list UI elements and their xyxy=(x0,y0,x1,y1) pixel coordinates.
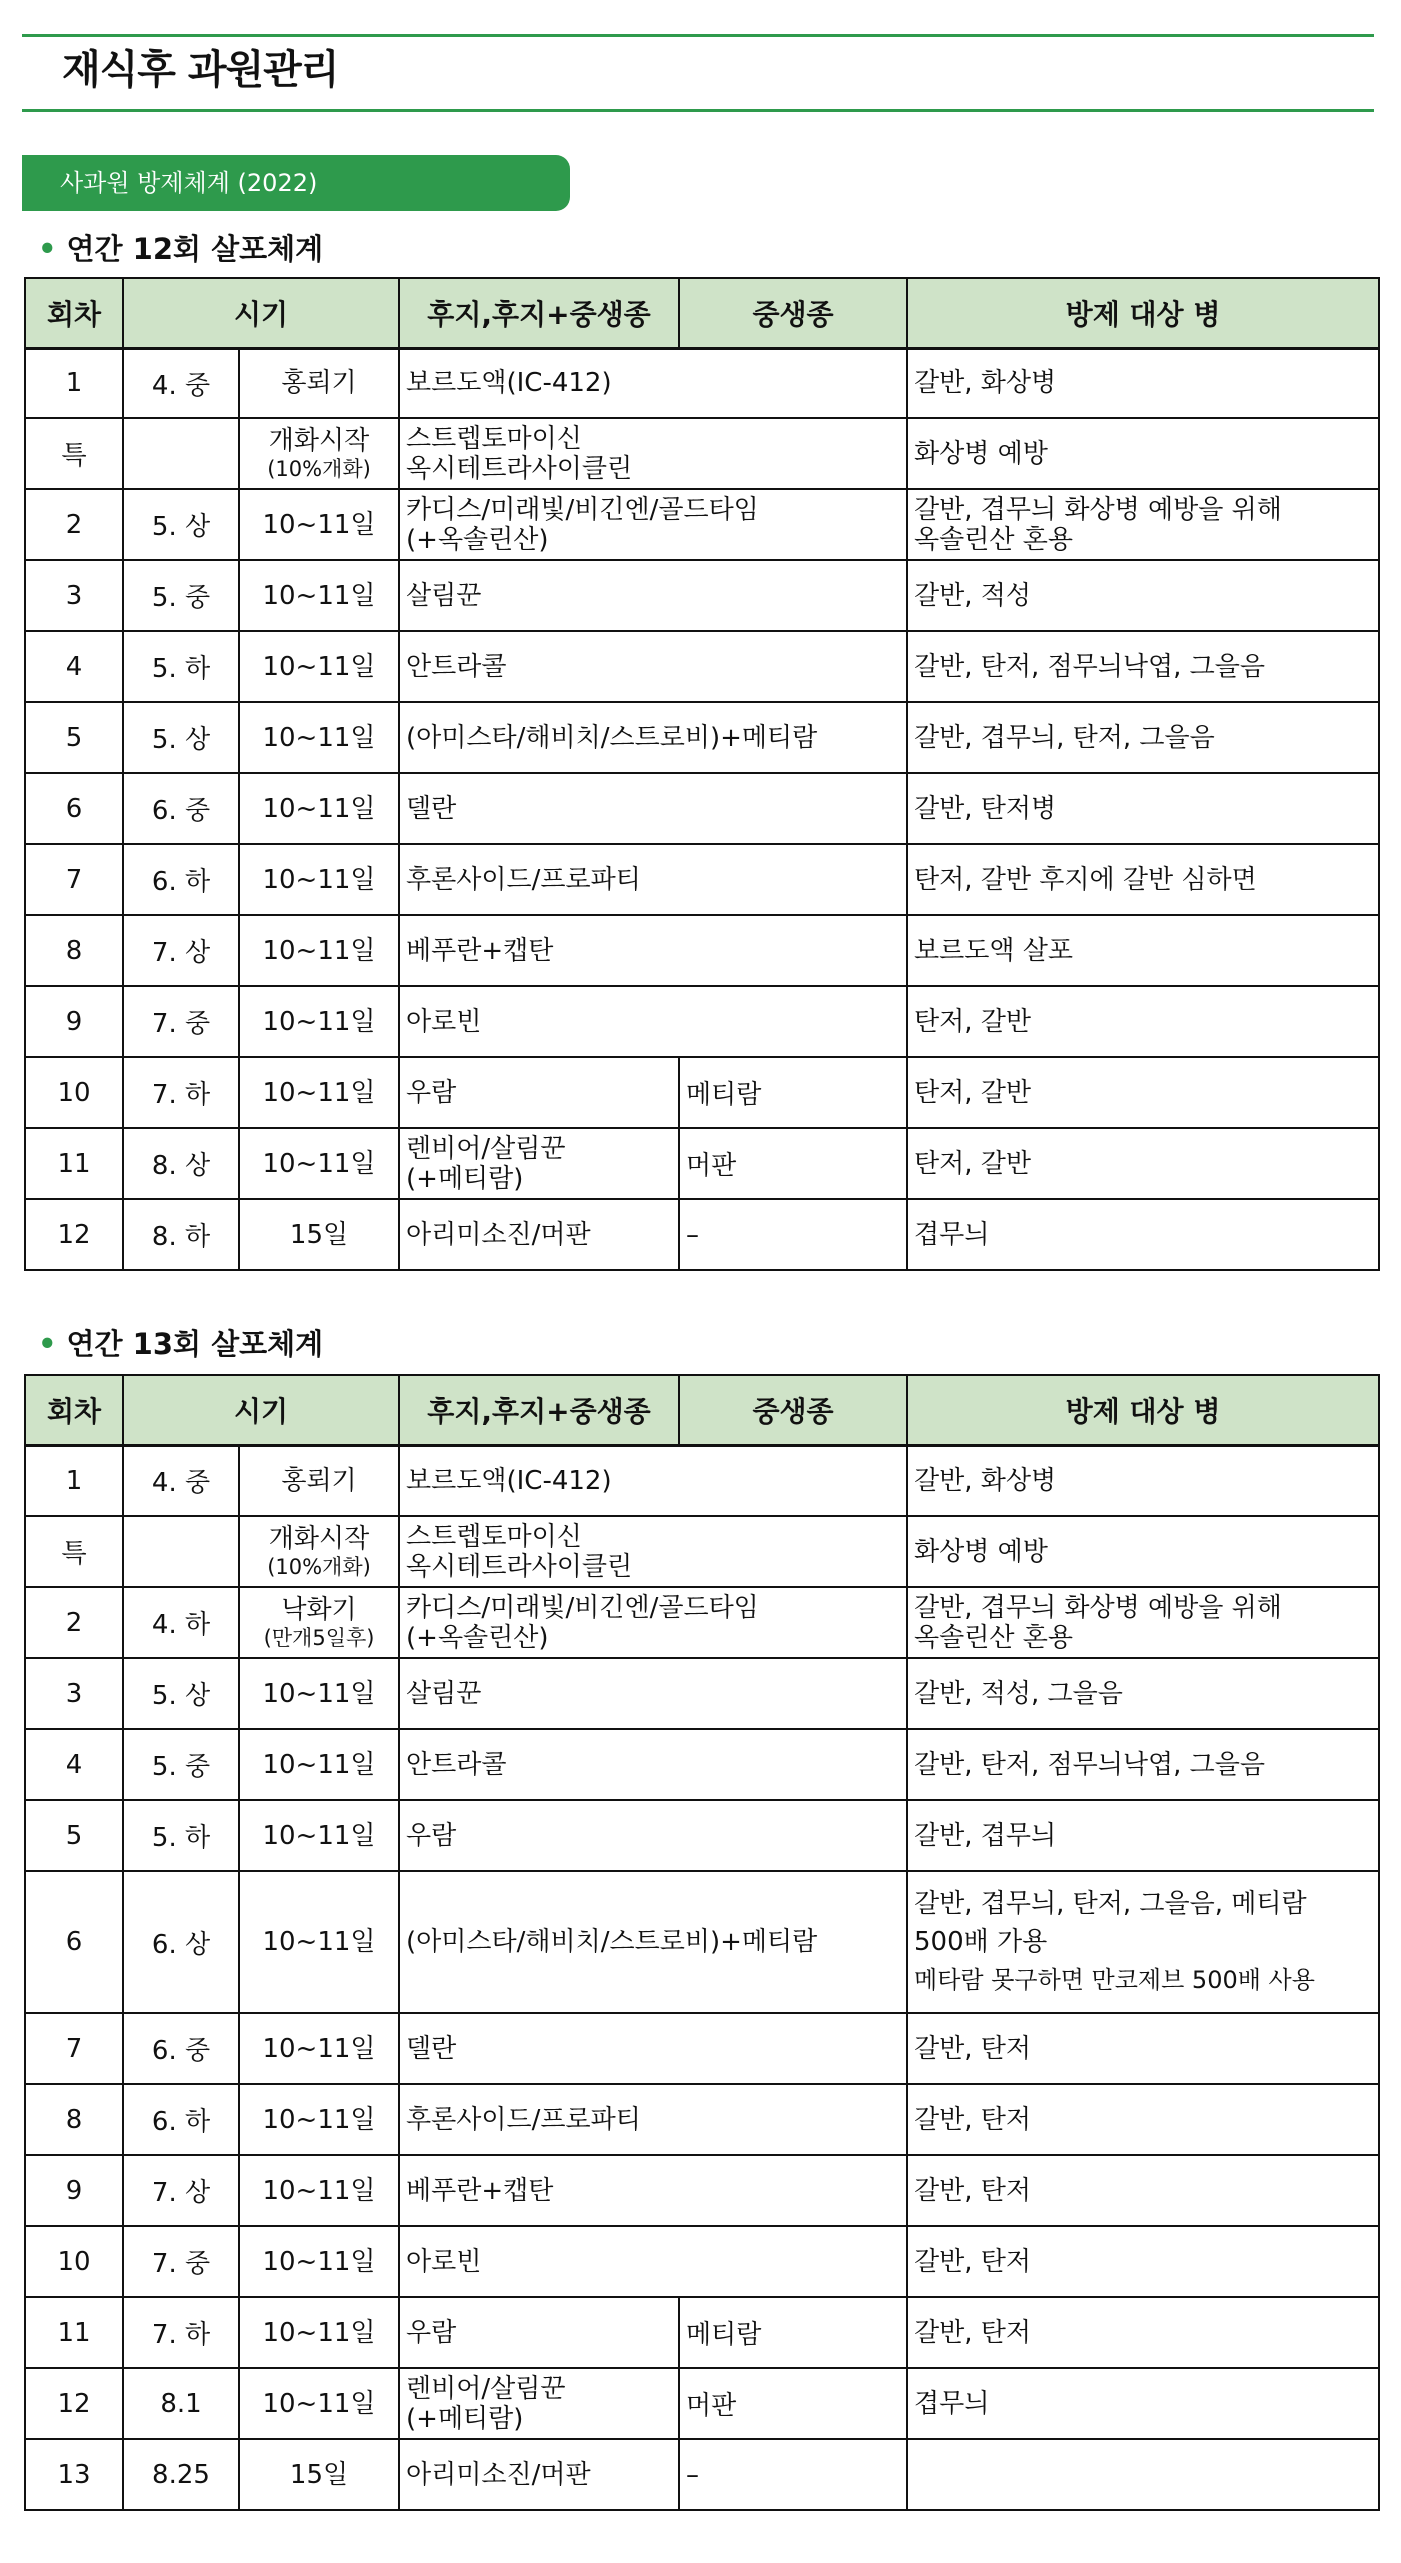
table-row xyxy=(25,2368,1379,2439)
timing-text: 10~11일 xyxy=(262,1148,376,1179)
round-cell: 1 xyxy=(25,1445,123,1516)
timing-text: 10~11일 xyxy=(262,651,376,682)
target-cell xyxy=(907,2155,1379,2226)
agent-text: 보르도액(IC-412) xyxy=(406,368,612,399)
month-cell: 5. 하 xyxy=(123,631,239,702)
round-cell: 7 xyxy=(25,844,123,915)
header-target: 방제 대상 병 xyxy=(907,1375,1379,1445)
agent-cell xyxy=(399,2155,907,2226)
target-cell xyxy=(907,773,1379,844)
target-text-line2: 500배 가용 xyxy=(914,1927,1048,1957)
timing-cell xyxy=(239,2368,399,2439)
round-cell: 11 xyxy=(25,2297,123,2368)
target-cell xyxy=(907,2226,1379,2297)
target-text: 갈반, 겹무늬, 탄저, 그을음, 메티람 xyxy=(914,1889,1307,1919)
round-cell: 4 xyxy=(25,1729,123,1800)
agent-cell xyxy=(399,986,907,1057)
agent-text: 살림꾼 xyxy=(406,1678,482,1709)
timing-cell xyxy=(239,1199,399,1270)
agent-cell xyxy=(399,2439,679,2510)
table-row xyxy=(25,1729,1379,1800)
table-row xyxy=(25,844,1379,915)
mid-variety-cell: – xyxy=(679,1199,907,1270)
timing-text: 10~11일 xyxy=(262,2175,376,2206)
month-cell: 6. 중 xyxy=(123,773,239,844)
agent-text: 스트렙토마이신 xyxy=(406,423,582,454)
timing-text: 10~11일 xyxy=(262,580,376,611)
month-cell: 8. 하 xyxy=(123,1199,239,1270)
target-text: 겹무늬 xyxy=(914,1219,990,1250)
agent-text: 아로빈 xyxy=(406,2246,482,2277)
agent-text: 렌비어/살림꾼 xyxy=(406,1133,566,1164)
timing-text: 10~11일 xyxy=(262,2388,376,2419)
timing-cell xyxy=(239,2013,399,2084)
target-cell xyxy=(907,1587,1379,1658)
target-text: 갈반, 탄저 xyxy=(914,2246,1032,2277)
target-cell xyxy=(907,702,1379,773)
header-mid-variety: 중생종 xyxy=(679,1375,907,1445)
target-cell xyxy=(907,1871,1379,2013)
month-cell: 4. 하 xyxy=(123,1587,239,1658)
timing-cell xyxy=(239,631,399,702)
table-row xyxy=(25,1658,1379,1729)
month-cell: 6. 상 xyxy=(123,1871,239,2013)
timing-cell xyxy=(239,489,399,560)
agent-cell xyxy=(399,1658,907,1729)
timing-cell xyxy=(239,1658,399,1729)
target-text: 탄저, 갈반 xyxy=(914,1148,1032,1179)
table-row xyxy=(25,1516,1379,1587)
table-row xyxy=(25,2226,1379,2297)
target-text-line2: 옥솔린산 혼용 xyxy=(914,1622,1073,1653)
agent-cell xyxy=(399,1871,907,2013)
header-mid-variety: 중생종 xyxy=(679,278,907,348)
target-text: 탄저, 갈반 후지에 갈반 심하면 xyxy=(914,864,1257,895)
agent-text: 아리미소진/머판 xyxy=(406,1219,591,1250)
timing-text: 15일 xyxy=(289,2459,349,2490)
target-cell xyxy=(907,844,1379,915)
target-text-line2: 옥솔린산 혼용 xyxy=(914,524,1073,555)
table-header-row xyxy=(25,1375,1379,1445)
agent-text: 우람 xyxy=(406,1077,457,1108)
target-cell xyxy=(907,631,1379,702)
timing-text: 10~11일 xyxy=(262,1927,376,1957)
timing-subtext: (10%개화) xyxy=(267,1554,371,1579)
table-row xyxy=(25,418,1379,489)
timing-text: 10~11일 xyxy=(262,2246,376,2277)
target-text: 갈반, 탄저 xyxy=(914,2317,1032,2348)
target-text: 갈반, 탄저병 xyxy=(914,793,1057,824)
timing-cell xyxy=(239,2155,399,2226)
target-cell xyxy=(907,1516,1379,1587)
table-row xyxy=(25,2155,1379,2226)
target-text: 갈반, 탄저 xyxy=(914,2104,1032,2135)
agent-text-line2: (+메티람) xyxy=(406,2403,524,2434)
round-cell: 9 xyxy=(25,986,123,1057)
round-cell: 특 xyxy=(25,1516,123,1587)
agent-text: (아미스타/해비치/스트로비)+메티람 xyxy=(406,1927,818,1957)
target-text: 갈반, 겹무늬 xyxy=(914,1820,1057,1851)
target-text: 탄저, 갈반 xyxy=(914,1006,1032,1037)
round-cell: 5 xyxy=(25,1800,123,1871)
timing-text: 10~11일 xyxy=(262,864,376,895)
agent-cell xyxy=(399,1516,907,1587)
month-cell: 6. 하 xyxy=(123,844,239,915)
month-cell: 8. 상 xyxy=(123,1128,239,1199)
month-cell: 7. 중 xyxy=(123,2226,239,2297)
agent-cell xyxy=(399,2084,907,2155)
table-row xyxy=(25,1445,1379,1516)
timing-text: 10~11일 xyxy=(262,2317,376,2348)
timing-cell xyxy=(239,1729,399,1800)
target-text: 갈반, 겹무늬, 탄저, 그을음 xyxy=(914,722,1215,753)
target-text: 갈반, 적성, 그을음 xyxy=(914,1678,1123,1709)
agent-cell xyxy=(399,1587,907,1658)
target-text: 갈반, 겹무늬 화상병 예방을 위해 xyxy=(914,1592,1282,1623)
timing-text: 개화시작 xyxy=(268,1523,370,1554)
timing-subtext: (만개5일후) xyxy=(263,1625,375,1650)
header-agent: 후지,후지+중생종 xyxy=(399,278,679,348)
timing-cell xyxy=(239,348,399,418)
agent-cell xyxy=(399,418,907,489)
table-row xyxy=(25,1199,1379,1270)
target-cell xyxy=(907,1128,1379,1199)
timing-text: 홍뢰기 xyxy=(281,1465,357,1496)
month-cell: 5. 중 xyxy=(123,1729,239,1800)
timing-cell xyxy=(239,702,399,773)
agent-cell xyxy=(399,2297,679,2368)
timing-cell xyxy=(239,560,399,631)
target-cell xyxy=(907,2297,1379,2368)
month-cell: 7. 하 xyxy=(123,1057,239,1128)
timing-cell xyxy=(239,2084,399,2155)
round-cell: 7 xyxy=(25,2013,123,2084)
agent-text: 아리미소진/머판 xyxy=(406,2459,591,2490)
target-cell xyxy=(907,915,1379,986)
target-text: 갈반, 화상병 xyxy=(914,1465,1057,1496)
table-row xyxy=(25,2084,1379,2155)
timing-cell xyxy=(239,1445,399,1516)
table-row xyxy=(25,1871,1379,2013)
target-text: 갈반, 탄저, 점무늬낙엽, 그을음 xyxy=(914,651,1265,682)
agent-cell xyxy=(399,560,907,631)
section-pill: 사과원 방제체계 (2022) xyxy=(22,155,570,211)
target-cell xyxy=(907,1729,1379,1800)
round-cell: 4 xyxy=(25,631,123,702)
table-row xyxy=(25,1057,1379,1128)
spray-table-12 xyxy=(24,277,1380,1271)
target-text: 갈반, 탄저, 점무늬낙엽, 그을음 xyxy=(914,1749,1265,1780)
header-round: 회차 xyxy=(25,1375,123,1445)
round-cell: 특 xyxy=(25,418,123,489)
agent-text: 베푸란+캡탄 xyxy=(406,2175,554,2206)
target-text: 갈반, 겹무늬 화상병 예방을 위해 xyxy=(914,494,1282,525)
agent-text-line2: (+옥솔린산) xyxy=(406,1622,549,1653)
target-cell xyxy=(907,2084,1379,2155)
timing-text: 개화시작 xyxy=(268,425,370,456)
timing-cell xyxy=(239,2297,399,2368)
mid-variety-cell: 메티람 xyxy=(679,2297,907,2368)
agent-text: 안트라콜 xyxy=(406,651,507,682)
month-cell: 7. 상 xyxy=(123,2155,239,2226)
month-cell: 5. 하 xyxy=(123,1800,239,1871)
target-cell xyxy=(907,2368,1379,2439)
timing-cell xyxy=(239,844,399,915)
round-cell: 13 xyxy=(25,2439,123,2510)
agent-text: 후론사이드/프로파티 xyxy=(406,2104,641,2135)
round-cell: 5 xyxy=(25,702,123,773)
timing-cell xyxy=(239,1587,399,1658)
agent-cell xyxy=(399,1199,679,1270)
table12-title-text: 연간 12회 살포체계 xyxy=(66,232,324,266)
timing-cell xyxy=(239,915,399,986)
agent-text: 우람 xyxy=(406,2317,457,2348)
table13-title xyxy=(38,1322,323,1363)
timing-cell xyxy=(239,1871,399,2013)
month-cell: 7. 하 xyxy=(123,2297,239,2368)
timing-text: 홍뢰기 xyxy=(281,368,357,399)
month-cell: 4. 중 xyxy=(123,1445,239,1516)
agent-cell xyxy=(399,348,907,418)
table-row xyxy=(25,1800,1379,1871)
timing-text: 15일 xyxy=(289,1219,349,1250)
table-row xyxy=(25,915,1379,986)
table-header-row xyxy=(25,278,1379,348)
header-target: 방제 대상 병 xyxy=(907,278,1379,348)
timing-cell xyxy=(239,2439,399,2510)
month-cell: 5. 상 xyxy=(123,1658,239,1729)
agent-text: 안트라콜 xyxy=(406,1749,507,1780)
month-cell: 5. 중 xyxy=(123,560,239,631)
agent-cell xyxy=(399,1057,679,1128)
agent-text-line2: 옥시테트라사이클린 xyxy=(406,453,633,484)
spray-table-13 xyxy=(24,1374,1380,2511)
agent-text: 보르도액(IC-412) xyxy=(406,1465,612,1496)
target-text: 탄저, 갈반 xyxy=(914,1077,1032,1108)
target-cell xyxy=(907,348,1379,418)
timing-cell xyxy=(239,1128,399,1199)
table-row xyxy=(25,2297,1379,2368)
month-cell: 7. 상 xyxy=(123,915,239,986)
agent-cell xyxy=(399,773,907,844)
round-cell: 2 xyxy=(25,489,123,560)
round-cell: 2 xyxy=(25,1587,123,1658)
agent-cell xyxy=(399,2226,907,2297)
agent-cell xyxy=(399,489,907,560)
header-period: 시기 xyxy=(123,1375,399,1445)
timing-cell xyxy=(239,986,399,1057)
month-cell: 5. 상 xyxy=(123,489,239,560)
table-row xyxy=(25,2439,1379,2510)
timing-text: 10~11일 xyxy=(262,722,376,753)
header-period: 시기 xyxy=(123,278,399,348)
target-cell xyxy=(907,1199,1379,1270)
timing-subtext: (10%개화) xyxy=(267,456,371,481)
mid-variety-cell: 메티람 xyxy=(679,1057,907,1128)
target-cell xyxy=(907,560,1379,631)
target-text: 갈반, 적성 xyxy=(914,580,1032,611)
round-cell: 8 xyxy=(25,2084,123,2155)
timing-cell xyxy=(239,1516,399,1587)
mid-variety-cell: 머판 xyxy=(679,1128,907,1199)
month-cell: 8.25 xyxy=(123,2439,239,2510)
timing-cell xyxy=(239,1057,399,1128)
round-cell: 10 xyxy=(25,2226,123,2297)
round-cell: 1 xyxy=(25,348,123,418)
agent-text: 아로빈 xyxy=(406,1006,482,1037)
agent-cell xyxy=(399,631,907,702)
agent-cell xyxy=(399,915,907,986)
agent-text-line2: (+옥솔린산) xyxy=(406,524,549,555)
table-row xyxy=(25,489,1379,560)
target-text: 화상병 예방 xyxy=(914,438,1048,469)
timing-text: 10~11일 xyxy=(262,509,376,540)
agent-cell xyxy=(399,2013,907,2084)
table-row xyxy=(25,2013,1379,2084)
table-row xyxy=(25,631,1379,702)
round-cell: 10 xyxy=(25,1057,123,1128)
agent-text: 카디스/미래빛/비긴엔/골드타임 xyxy=(406,494,759,525)
timing-cell xyxy=(239,773,399,844)
agent-text: 후론사이드/프로파티 xyxy=(406,864,641,895)
table-row xyxy=(25,986,1379,1057)
month-cell: 6. 하 xyxy=(123,2084,239,2155)
month-cell: 7. 중 xyxy=(123,986,239,1057)
round-cell: 11 xyxy=(25,1128,123,1199)
target-cell xyxy=(907,2013,1379,2084)
header-round: 회차 xyxy=(25,278,123,348)
table-row xyxy=(25,560,1379,631)
timing-cell xyxy=(239,418,399,489)
target-text: 화상병 예방 xyxy=(914,1536,1048,1567)
agent-cell xyxy=(399,1729,907,1800)
agent-text: 살림꾼 xyxy=(406,580,482,611)
mid-variety-cell: 머판 xyxy=(679,2368,907,2439)
header-agent: 후지,후지+중생종 xyxy=(399,1375,679,1445)
target-cell xyxy=(907,489,1379,560)
title-rule xyxy=(22,109,1374,112)
timing-text: 10~11일 xyxy=(262,1749,376,1780)
target-cell xyxy=(907,986,1379,1057)
agent-text: 베푸란+캡탄 xyxy=(406,935,554,966)
round-cell: 9 xyxy=(25,2155,123,2226)
target-text: 갈반, 탄저 xyxy=(914,2175,1032,2206)
timing-text: 10~11일 xyxy=(262,1678,376,1709)
agent-cell xyxy=(399,2368,679,2439)
timing-text: 10~11일 xyxy=(262,2104,376,2135)
timing-cell xyxy=(239,1800,399,1871)
agent-cell xyxy=(399,702,907,773)
round-cell: 6 xyxy=(25,773,123,844)
target-cell xyxy=(907,1800,1379,1871)
mid-variety-cell: – xyxy=(679,2439,907,2510)
month-cell xyxy=(123,418,239,489)
month-cell: 8.1 xyxy=(123,2368,239,2439)
agent-text: 카디스/미래빛/비긴엔/골드타임 xyxy=(406,1592,759,1623)
table13-title-text: 연간 13회 살포체계 xyxy=(66,1327,324,1361)
table-row xyxy=(25,1587,1379,1658)
target-text: 갈반, 화상병 xyxy=(914,368,1057,399)
agent-text: 스트렙토마이신 xyxy=(406,1521,582,1552)
agent-cell xyxy=(399,1445,907,1516)
timing-text: 10~11일 xyxy=(262,793,376,824)
round-cell: 12 xyxy=(25,2368,123,2439)
top-rule xyxy=(22,34,1374,37)
timing-text: 10~11일 xyxy=(262,1006,376,1037)
timing-text: 10~11일 xyxy=(262,935,376,966)
table-row xyxy=(25,348,1379,418)
round-cell: 6 xyxy=(25,1871,123,2013)
target-text: 보르도액 살포 xyxy=(914,935,1073,966)
timing-text: 10~11일 xyxy=(262,2033,376,2064)
target-cell xyxy=(907,2439,1379,2510)
agent-cell xyxy=(399,844,907,915)
month-cell: 4. 중 xyxy=(123,348,239,418)
table-row xyxy=(25,702,1379,773)
agent-text-line2: (+메티람) xyxy=(406,1163,524,1194)
table12-title xyxy=(38,227,323,268)
timing-cell xyxy=(239,2226,399,2297)
agent-text: (아미스타/해비치/스트로비)+메티람 xyxy=(406,722,818,753)
target-text: 갈반, 탄저 xyxy=(914,2033,1032,2064)
agent-text: 우람 xyxy=(406,1820,457,1851)
round-cell: 12 xyxy=(25,1199,123,1270)
agent-cell xyxy=(399,1128,679,1199)
page-title: 재식후 과원관리 xyxy=(62,47,339,93)
month-cell: 5. 상 xyxy=(123,702,239,773)
table-row xyxy=(25,1128,1379,1199)
bullet-icon: • xyxy=(38,1327,57,1361)
target-cell xyxy=(907,418,1379,489)
round-cell: 3 xyxy=(25,560,123,631)
agent-cell xyxy=(399,1800,907,1871)
agent-text: 델란 xyxy=(406,2033,457,2064)
timing-text: 낙화기 xyxy=(281,1594,357,1625)
month-cell: 6. 중 xyxy=(123,2013,239,2084)
month-cell xyxy=(123,1516,239,1587)
agent-text: 델란 xyxy=(406,793,457,824)
round-cell: 3 xyxy=(25,1658,123,1729)
table-row xyxy=(25,773,1379,844)
target-cell xyxy=(907,1057,1379,1128)
target-text-line3: 메타람 못구하면 만코제브 500배 사용 xyxy=(914,1966,1315,1994)
target-text: 겹무늬 xyxy=(914,2388,990,2419)
timing-text: 10~11일 xyxy=(262,1077,376,1108)
target-cell xyxy=(907,1658,1379,1729)
agent-text: 렌비어/살림꾼 xyxy=(406,2373,566,2404)
round-cell: 8 xyxy=(25,915,123,986)
timing-text: 10~11일 xyxy=(262,1820,376,1851)
target-cell xyxy=(907,1445,1379,1516)
bullet-icon: • xyxy=(38,232,57,266)
agent-text-line2: 옥시테트라사이클린 xyxy=(406,1551,633,1582)
